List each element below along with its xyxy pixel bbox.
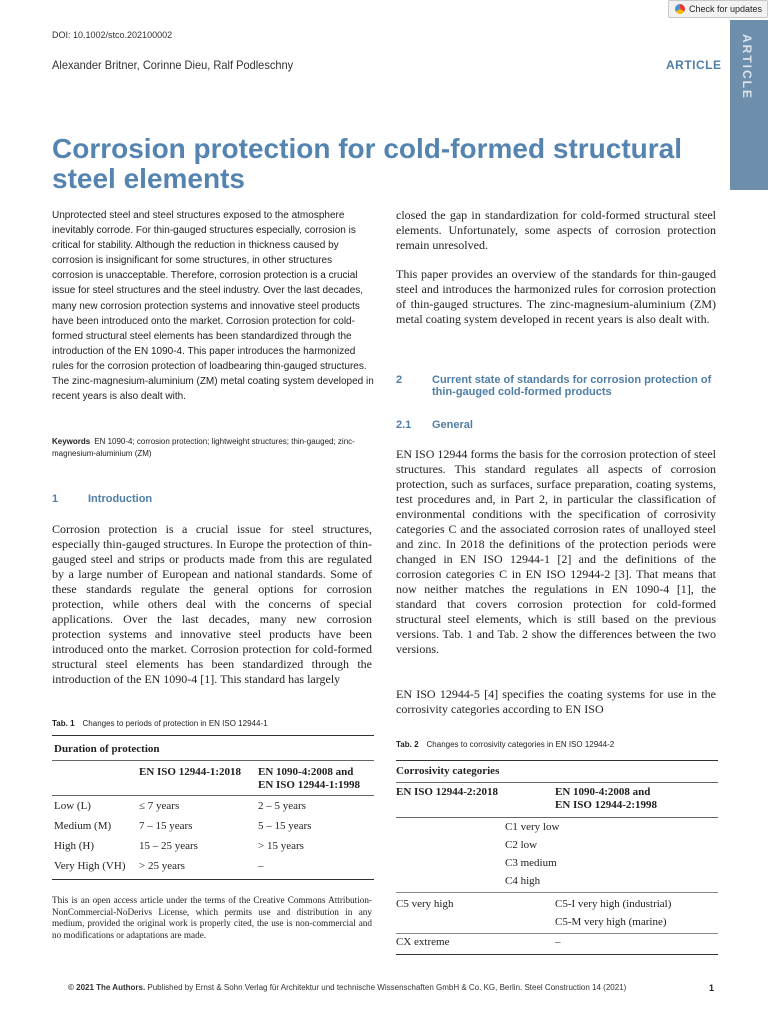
footer — [68, 983, 626, 992]
footer-copyright: © 2021 The Authors. — [68, 983, 146, 992]
section-title: Introduction — [88, 493, 153, 505]
table1-caption — [52, 719, 268, 728]
table1-row-label: Medium (M) — [54, 820, 112, 832]
check-updates-button[interactable] — [668, 0, 768, 18]
table1 — [52, 735, 374, 885]
table1-cell: 15 – 25 years — [139, 840, 198, 852]
section-number: 2.1 — [396, 419, 412, 431]
paragraph-gap: closed the gap in standardization for cold-formed structural steel elements. Unfortunately, some aspects of corrosion protection remain unresolved. — [396, 208, 716, 252]
license-notice: This is an open access article under the terms of the Creative Commons Attribution-NonCommercial-NoDerivs License, which permits use and distribution in any medium, provided the original work is properly cited, the use is non-commercial and no modifications or adaptations are made. — [52, 895, 372, 940]
table2-cell: C5-I very high (industrial) — [555, 898, 672, 910]
table2-caption — [396, 740, 614, 749]
article-type-label: ARTICLE — [666, 58, 722, 72]
table2-col-header-b2: EN ISO 12944-2:1998 — [555, 799, 658, 811]
page-number: 1 — [709, 983, 715, 993]
keywords — [52, 436, 374, 459]
table1-cell: 5 – 15 years — [258, 820, 312, 832]
table1-row-label: High (H) — [54, 840, 95, 852]
table2-cell: – — [555, 936, 561, 948]
section-title: General — [432, 419, 473, 431]
paragraph-overview: This paper provides an overview of the standards for thin-gauged steel and introduces the harmonized rules for corrosion protection of thin-gauged structures. The zinc-magnesium-aluminium (ZM) metal coating system developed in recent years is also dealt with. — [396, 267, 716, 326]
section-heading-introduction — [52, 493, 374, 505]
paragraph-en-iso-12944-5: EN ISO 12944-5 [4] specifies the coating systems for use in the corrosivity categories according to EN ISO — [396, 687, 716, 716]
table1-row-label: Very High (VH) — [54, 860, 126, 872]
table1-cell: > 25 years — [139, 860, 185, 872]
page-title: Corrosion protection for cold-formed structural steel elements — [52, 133, 683, 194]
table2-group-header: Corrosivity categories — [396, 765, 500, 777]
table1-col-header-a: EN ISO 12944-1:2018 — [139, 766, 242, 778]
table2-shared-row: C2 low — [505, 839, 538, 851]
table2-shared-row: C3 medium — [505, 857, 557, 869]
table1-col-header-b2: EN ISO 12944-1:1998 — [258, 779, 361, 791]
section-number: 2 — [396, 374, 403, 386]
table2 — [396, 760, 718, 958]
paragraph-introduction: Corrosion protection is a crucial issue for steel structures, especially thin-gauged structures. In Europe the protection of thin-gauged steel and strips or products made from this are regulated by a large number of European and national standards. Some of these standards regulate the general options for corrosion protection, while others deal with the concerns of special applications. Over the last decades, many new corrosion protection systems and innovative steel products have been introduced onto the market. Corrosion protection for cold-formed structural steel elements has been standardized through the introduction of the EN 1090-4 [1]. This standard has largely — [52, 522, 372, 686]
table2-col-header-a: EN ISO 12944-2:2018 — [396, 786, 499, 798]
table1-group-header: Duration of protection — [54, 743, 160, 755]
table1-cell: 2 – 5 years — [258, 800, 306, 812]
table2-shared-row: C4 high — [505, 875, 541, 887]
table1-cell: 7 – 15 years — [139, 820, 193, 832]
table2-cell: C5-M very high (marine) — [555, 916, 667, 928]
doi: DOI: 10.1002/stco.202100002 — [52, 30, 173, 40]
table1-col-header-b1: EN 1090-4:2008 and — [258, 766, 354, 778]
section-heading-general — [396, 419, 718, 431]
footer-publisher: Published by Ernst & Sohn Verlag für Architektur und technische Wissenschaften GmbH & Co. KG, Berlin. Steel Construction 14 (2021) — [145, 983, 627, 992]
keywords-label: Keywords — [52, 437, 91, 446]
table2-cell: C5 very high — [396, 898, 454, 910]
table2-caption-text: Changes to corrosivity categories in EN ISO 12944-2 — [426, 740, 615, 749]
table1-cell: – — [258, 860, 264, 872]
table1-label: Tab. 1 — [52, 719, 75, 728]
keywords-text: EN 1090-4; corrosion protection; lightweight structures; thin-gauged; zinc-magnesium-aluminium (ZM) — [52, 437, 355, 458]
table1-row-label: Low (L) — [54, 800, 91, 812]
paragraph-en-iso-12944: EN ISO 12944 forms the basis for the corrosion protection of steel structures. This standard regulates all aspects of corrosion protection, such as surfaces, surface preparation, coating systems, test procedures and, in Part 2, in particular the classification of environmental conditions with the specification of corrosivity categories C and the associated corrosion rates of unalloyed steel and zinc. In 2018 the definitions of the protection periods were changed in EN ISO 12944-1 [2] and the definitions of the corrosion categories C in EN ISO 12944-2 [3]. That means that now neither matches the regulations in EN 1090-4 [1], the standard that covers corrosion protection for cold-formed structural steel elements, which is still based on the previous versions. Tab. 1 and Tab. 2 show the differences between the two versions. — [396, 447, 716, 656]
check-updates-label: Check for updates — [689, 4, 763, 14]
authors: Alexander Britner, Corinne Dieu, Ralf Podleschny — [52, 58, 294, 72]
side-tab — [730, 20, 768, 190]
table2-shared-row: C1 very low — [505, 821, 560, 833]
table1-caption-text: Changes to periods of protection in EN ISO 12944-1 — [82, 719, 268, 728]
table2-label: Tab. 2 — [396, 740, 419, 749]
table2-cell: CX extreme — [396, 936, 450, 948]
table1-cell: > 15 years — [258, 840, 304, 852]
abstract: Unprotected steel and steel structures exposed to the atmosphere inevitably corrode. For thin-gauged structures especially, corrosion is critical for stability. Although the reduction in thickness caused by corrosion is insignificant for some structures, in other structures corrosion is unacceptable. Therefore, corrosion protection is a crucial issue for steel structures and the steel industry. Over the last decades, many new corrosion protection systems and innovative steel products have been introduced onto the market. Corrosion protection for cold-formed structural steel elements has been standardized through the introduction of the EN 1090-4. This paper introduces the harmonized rules for the corrosion protection of loadbearing thin-gauged structures. The zinc-magnesium-aluminium (ZM) metal coating system developed in recent years is also dealt with. — [52, 210, 374, 403]
section-number: 1 — [52, 493, 59, 505]
crossmark-icon — [675, 4, 685, 14]
section-title: Current state of standards for corrosion protection of thin-gauged cold-formed products — [432, 374, 712, 398]
table1-cell: ≤ 7 years — [139, 800, 180, 812]
side-tab-label: ARTICLE — [740, 34, 754, 100]
table2-col-header-b1: EN 1090-4:2008 and — [555, 786, 651, 798]
section-heading-current-state — [396, 374, 718, 398]
